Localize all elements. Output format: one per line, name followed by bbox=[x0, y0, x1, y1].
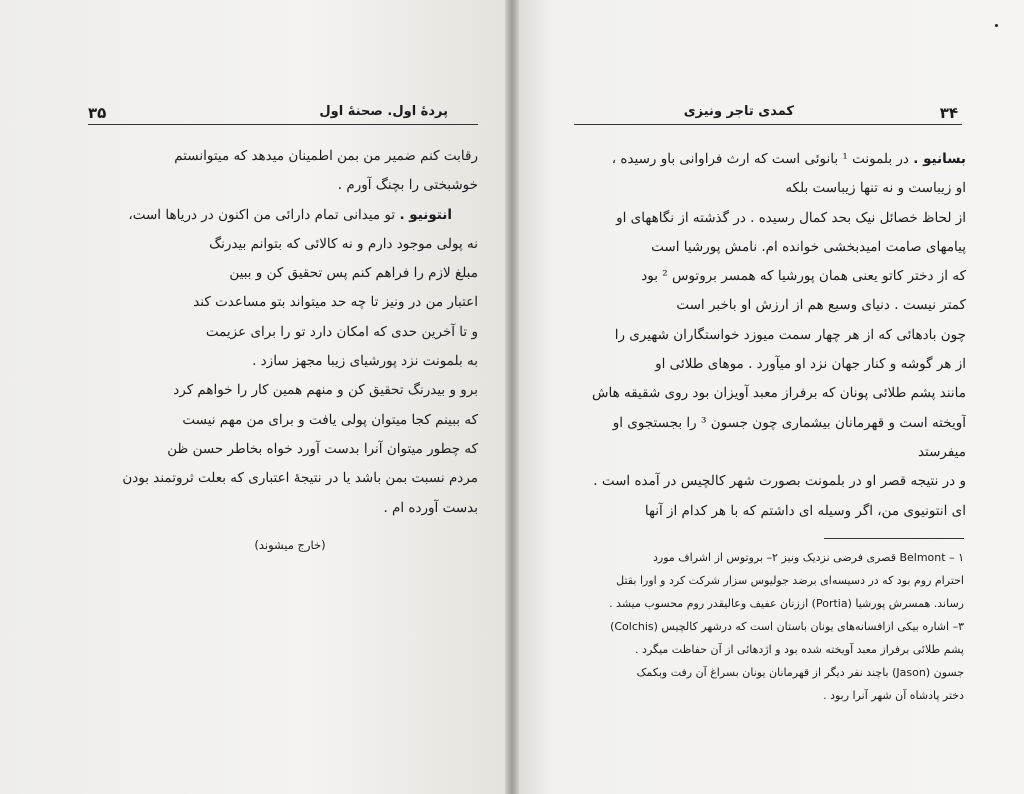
footnotes bbox=[572, 546, 964, 707]
line-text: پیامهای صامت امیدبخشی خوانده ام. نامش پورشیا است bbox=[651, 238, 966, 255]
line-text: و در نتیجه قصر او در بلمونت بصورت شهر کالچیس در آمده است . bbox=[593, 473, 966, 490]
line-text: تو میدانی تمام دارائی من اکنون در دریاها است، bbox=[128, 206, 400, 223]
text-line bbox=[82, 406, 478, 435]
footnote-line: ۳– اشاره بیکی ازافسانه‌های یونان باستان است که درشهر کالچیس (Colchis) bbox=[610, 620, 964, 633]
line-text: در بلمونت ¹ بانوئی است که ارث فراوانی باو رسیده ، bbox=[611, 151, 914, 167]
line-text: رقابت کنم ضمیر من بمن اطمینان میدهد که میتوانستم bbox=[174, 148, 478, 164]
text-line bbox=[82, 288, 478, 317]
left-page-number: ۳۵ bbox=[88, 104, 107, 122]
line-text: مانند پشم طلائی پونان که برفراز معبد آویزان بود روی شقیقه هاش bbox=[591, 385, 966, 402]
text-line bbox=[574, 438, 966, 467]
text-line bbox=[574, 204, 966, 233]
line-text: کمتر نیست . دنیای وسیع هم از ارزش او باخبر است bbox=[676, 297, 966, 314]
line-text: و تا آخرین حدی که امکان دارد تو را برای عزیمت bbox=[205, 323, 478, 340]
text-line bbox=[574, 350, 966, 379]
left-running-title: پردهٔ اول. صحنهٔ اول bbox=[319, 104, 448, 119]
line-text: که ببینم کجا میتوان پولی یافت و برای من مهم نیست bbox=[182, 411, 478, 428]
text-line bbox=[82, 318, 478, 347]
footnote-line: جسون (Jason) باچند نفر دیگر از قهرمانان یونان بسراغ آن رفت وبکمک bbox=[636, 666, 964, 679]
text-line bbox=[82, 435, 478, 464]
text-line bbox=[82, 171, 478, 200]
line-text: او زیباست و نه تنها زیباست بلکه bbox=[785, 180, 966, 197]
line-text: خوشبختی را بچنگ آورم . bbox=[337, 177, 478, 194]
line-text: اعتبار من در ونیز تا چه حد میتواند بتو مساعدت کند bbox=[193, 294, 478, 311]
text-line bbox=[82, 142, 478, 171]
stage-direction: (خارج میشوند) bbox=[254, 538, 326, 552]
text-line bbox=[574, 145, 966, 174]
footnote-line: ۱ – Belmont قصری فرضی نزدیک ونیز ۲– بروتوس از اشراف مورد bbox=[652, 551, 964, 564]
right-body-text bbox=[574, 145, 966, 526]
line-text: چون بادهائی که از هر چهار سمت میوزد خواستگاران شهیری را bbox=[614, 326, 966, 343]
line-text: میفرستد bbox=[917, 443, 966, 460]
text-line bbox=[574, 379, 966, 408]
text-line bbox=[574, 409, 966, 438]
right-page-number: ۳۴ bbox=[939, 104, 958, 122]
line-text: از هر گوشه و کنار جهان نزد او میآورد . موهای طلائی او bbox=[655, 356, 966, 373]
speaker-name: بسانیو . bbox=[913, 151, 966, 167]
text-line bbox=[82, 347, 478, 376]
text-line bbox=[82, 230, 478, 259]
line-text: ای انتونیوی من، اگر وسیله ای داشتم که با هر کدام از آنها bbox=[644, 502, 966, 519]
footnote-line: دختر پادشاه آن شهر آنرا ربود . bbox=[823, 689, 964, 702]
line-text: آویخته است و قهرمانان بیشماری چون جسون ³ را بجستجوی او bbox=[612, 414, 966, 431]
text-line bbox=[574, 262, 966, 291]
text-line bbox=[82, 376, 478, 405]
line-text: که چطور میتوان آنرا بدست آورد خواه بخاطر حسن ظن bbox=[167, 440, 478, 457]
line-text: مبلغ لازم را فراهم کنم پس تحقیق کن و ببین bbox=[229, 265, 478, 282]
footnote-line: رساند. همسرش پورشیا (Portia) اززنان عفیف وعالیقدر روم محسوب میشد . bbox=[609, 597, 964, 610]
text-line bbox=[574, 467, 966, 496]
text-line bbox=[574, 497, 966, 526]
book-gutter bbox=[505, 0, 519, 794]
right-page bbox=[512, 0, 1024, 794]
footnote-rule bbox=[824, 538, 964, 539]
line-text: بدست آورده ام . bbox=[383, 499, 478, 516]
left-body-text bbox=[82, 142, 478, 523]
footnote-line: پشم طلائی برفراز معبد آویخته شده بود و اژدهائی از آن حفاظت میگرد . bbox=[635, 643, 964, 656]
text-line bbox=[574, 321, 966, 350]
footnote-line: احترام روم بود که در دسیسه‌ای برضد جولیوس سزار شرکت کرد و اورا بقتل bbox=[616, 574, 964, 587]
line-text: که از دختر کاتو یعنی همان پورشیا که همسر بروتوس ² بود bbox=[641, 268, 966, 285]
text-line bbox=[82, 464, 478, 493]
line-text: به بلمونت نزد پورشیای زیبا مجهز سازد . bbox=[252, 353, 478, 370]
page-speck bbox=[995, 24, 998, 27]
line-text: نه پولی موجود دارم و نه کالائی که بتوانم بیدرنگ bbox=[209, 235, 478, 252]
left-page-header bbox=[88, 102, 478, 125]
right-running-title: کمدی تاجر ونیزی bbox=[683, 104, 794, 119]
line-text: برو و بیدرنگ تحقیق کن و منهم همین کار را خواهم کرد bbox=[173, 382, 478, 399]
text-line bbox=[82, 259, 478, 288]
line-text: مردم نسبت بمن باشد یا در نتیجهٔ اعتباری که بعلت ثروتمند بودن bbox=[122, 470, 478, 487]
text-line bbox=[574, 233, 966, 262]
right-page-header bbox=[574, 102, 962, 125]
text-line bbox=[82, 494, 478, 523]
text-line bbox=[574, 174, 966, 203]
text-line bbox=[82, 201, 478, 230]
speaker-name: انتونیو . bbox=[399, 206, 452, 223]
line-text: از لحاظ خصائل نیک بحد کمال رسیده . در گذشته از نگاههای او bbox=[616, 209, 966, 226]
text-line bbox=[574, 291, 966, 320]
